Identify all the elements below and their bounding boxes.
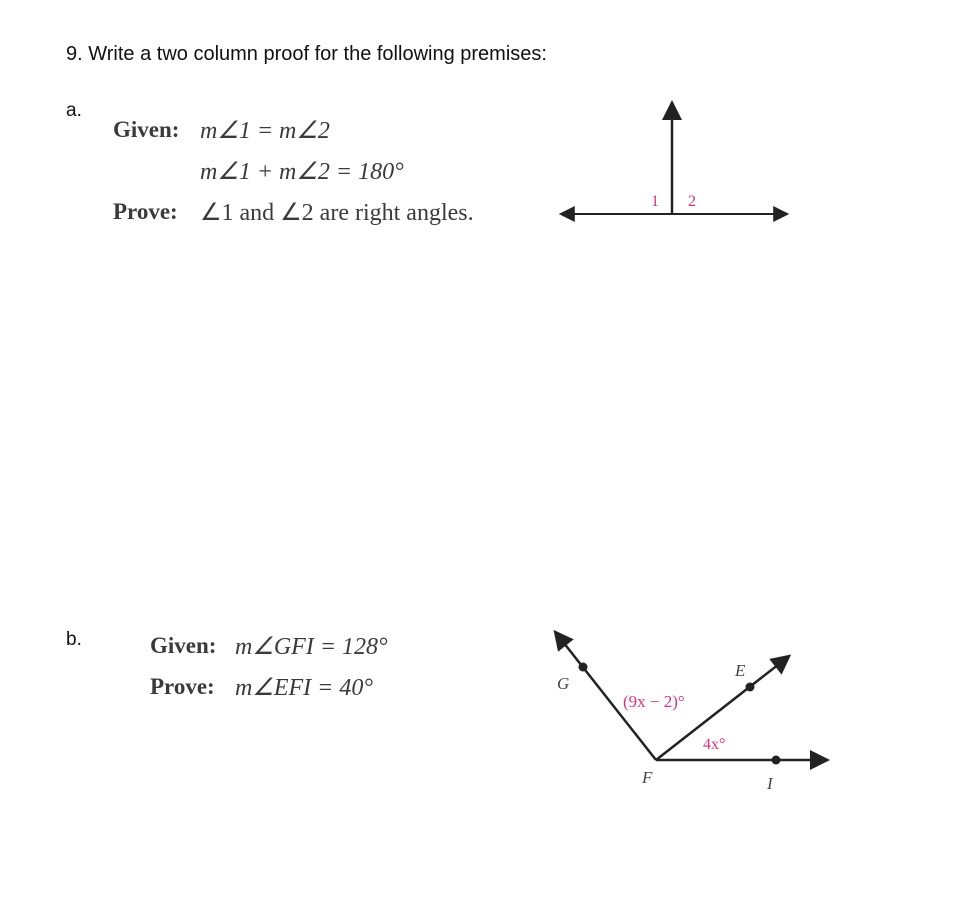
point-G-label: G <box>557 674 570 693</box>
question-title: 9. Write a two column proof for the following premises: <box>66 43 547 65</box>
part-a-given-line2: m∠1 + m∠2 = 180° <box>200 159 404 185</box>
angle-2-label: 2 <box>688 193 696 210</box>
part-b-label: b. <box>66 629 82 650</box>
part-a-prove-label: Prove: <box>113 199 178 224</box>
point-E-label: E <box>735 661 746 680</box>
point-G-dot <box>579 663 588 672</box>
point-I-label: I <box>767 774 773 793</box>
part-b-given-text: m∠GFI = 128° <box>235 634 388 660</box>
angle-GFE-label: (9x − 2)° <box>623 692 685 711</box>
point-I-dot <box>772 756 781 765</box>
part-b-prove-text: m∠EFI = 40° <box>235 675 373 701</box>
angle-1-label: 1 <box>651 193 659 210</box>
part-a-given-label: Given: <box>113 117 180 142</box>
point-E-dot <box>746 683 755 692</box>
part-a-given-line1: m∠1 = m∠2 <box>200 118 330 144</box>
point-F-label: F <box>642 768 653 787</box>
part-b-given-label: Given: <box>150 633 217 658</box>
part-b-prove-label: Prove: <box>150 674 215 699</box>
part-a-label: a. <box>66 100 82 121</box>
angle-EFI-label: 4x° <box>703 736 726 753</box>
part-a-prove-text: ∠1 and ∠2 are right angles. <box>200 200 474 226</box>
